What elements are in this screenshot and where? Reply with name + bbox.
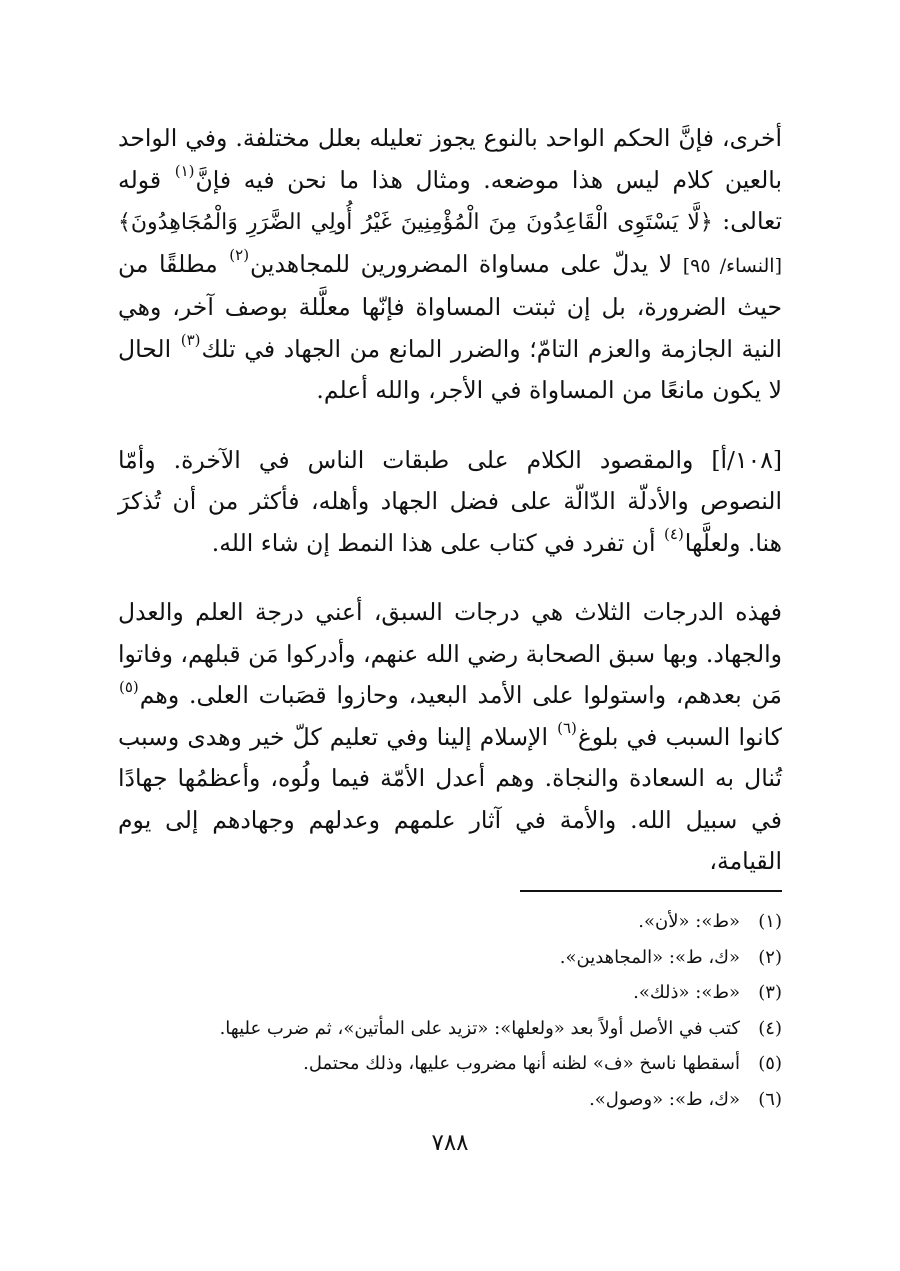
footnote-text: أسقطها ناسخ «ف» لظنه أنها مضروب عليها، وذلك محتمل.: [303, 1053, 740, 1074]
footnote-text: «ط»: «ذلك».: [633, 982, 740, 1003]
footnote-item: [118, 1011, 782, 1047]
footnote-number: (٣): [758, 982, 782, 1003]
footnote-ref-2[interactable]: (٢): [229, 246, 250, 265]
quran-verse: ﴿لَّا يَسْتَوِى الْقَاعِدُونَ مِنَ الْمُؤْمِنِينَ غَيْرُ أُولِي الضَّرَرِ وَالْمُجَاهِدُونَ﴾: [118, 210, 713, 235]
footnote-item: [118, 1046, 782, 1082]
footnote-number: (٥): [758, 1053, 782, 1074]
footnote-text: كتب في الأصل أولاً بعد «ولعلها»: «تزيد على المأتين»، ثم ضرب عليها.: [219, 1017, 740, 1039]
footnote-ref-6[interactable]: (٦): [557, 719, 577, 738]
footnote-ref-1[interactable]: (١): [174, 162, 195, 181]
text-segment: فهذه الدرجات الثلاث هي درجات السبق، أعني درجة العلم والعدل والجهاد. وبها سبق الصحابة رضي الله عنهم، وأدركوا مَن قبلهم، وفاتوا مَن بعدهم، واستولوا على الأمد البعيد، وحازوا قصَبات العلى. وهم: [118, 598, 782, 709]
manuscript-folio-marker: [١٠٨/أ]: [711, 445, 782, 474]
text-segment: الحال لا يكون مانعًا من المساواة في الأجر، والله أعلم.: [118, 334, 782, 404]
footnote-number: (٢): [758, 946, 782, 968]
footnote-number: (١): [758, 911, 782, 932]
footnote-item: [118, 904, 782, 940]
footnote-text: «ك، ط»: «المجاهدين».: [559, 946, 740, 968]
text-segment: مطلقًا من حيث الضرورة، بل إن ثبتت المساواة فإنّها معلَّلة بوصف آخر، وهي النية الجازمة والعزم التامّ؛ والضرر المانع من الجهاد في تلك: [118, 249, 782, 363]
text-segment: أخرى، فإنَّ الحكم الواحد بالنوع يجوز تعليله بعلل مختلفة. وفي الواحد بالعين كلام ليس هذا موضعه. ومثال هذا ما نحن فيه فإنَّ: [118, 124, 782, 194]
footnote-ref-5[interactable]: (٥): [119, 677, 139, 696]
footnote-number: (٦): [758, 1088, 782, 1110]
verse-reference: [النساء/ ٩٥]: [682, 254, 782, 277]
footnotes-list: [118, 904, 782, 1117]
text-segment: الإسلام إلينا وفي تعليم كلّ خير وهدى وسبب تُنال به السعادة والنجاة. وهم أعدل الأمّة فيما ولُوه، وأعظمُها جهادًا في سبيل الله. والأمة في آثار علمهم وعدلهم وجهادهم إلى يوم القيامة،: [118, 722, 782, 875]
text-segment: والمقصود الكلام على طبقات الناس في الآخرة. وأمّا النصوص والأدلّة الدّالّة على فضل الجهاد وأهله، فأكثر من أن تُذكرَ هنا. ولعلَّها: [118, 445, 782, 557]
page-number: ٧٨٨: [431, 1130, 469, 1156]
footnote-item: [118, 975, 782, 1011]
text-segment: قوله تعالى:: [118, 165, 782, 235]
footnote-divider: [520, 890, 782, 892]
footnote-text: «ط»: «لأن».: [638, 911, 740, 932]
text-segment: لا يدلّ على مساواة المضرورين للمجاهدين: [250, 249, 683, 278]
text-segment: كانوا السبب في بلوغ: [577, 722, 782, 751]
footnote-number: (٤): [758, 1017, 782, 1039]
footnote-ref-3[interactable]: (٣): [180, 331, 201, 350]
paragraph-3: [118, 592, 782, 883]
footnote-item: [118, 1082, 782, 1118]
footnote-item: [118, 940, 782, 976]
text-segment: أن تفرد في كتاب على هذا النمط إن شاء الله.: [211, 528, 664, 557]
paragraph-1: [118, 118, 782, 412]
footnote-text: «ك، ط»: «وصول».: [589, 1088, 740, 1110]
footnote-ref-4[interactable]: (٤): [664, 525, 684, 544]
paragraph-2: [118, 440, 782, 565]
page-body: [118, 118, 782, 883]
